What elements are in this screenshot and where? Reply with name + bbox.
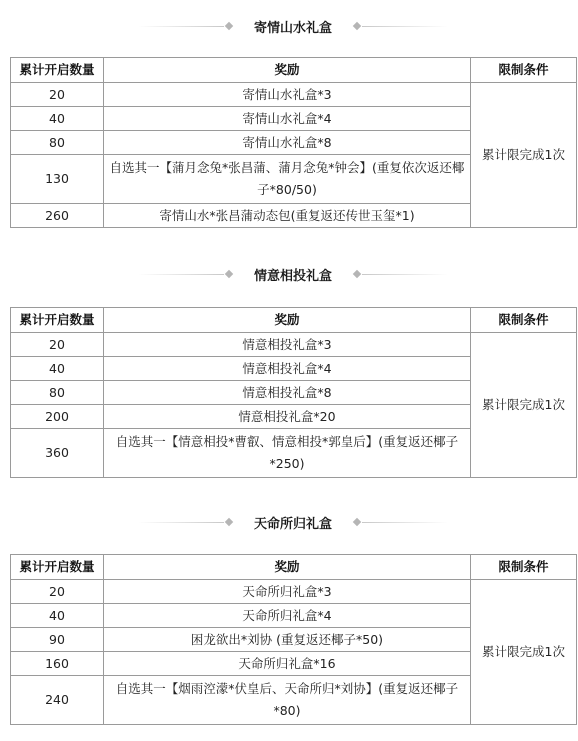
table-row — [11, 580, 577, 604]
reward-cell: 困龙欲出*刘协 (重复返还椰子*50) — [104, 628, 471, 652]
reward-table — [10, 554, 577, 725]
count-cell: 80 — [11, 131, 104, 155]
count-cell: 90 — [11, 628, 104, 652]
reward-cell: 寄情山水礼盒*8 — [104, 131, 471, 155]
count-cell: 20 — [11, 83, 104, 107]
header-count: 累计开启数量 — [11, 308, 104, 333]
count-cell: 40 — [11, 357, 104, 381]
reward-cell: 情意相投礼盒*4 — [104, 357, 471, 381]
table-row — [11, 83, 577, 107]
reward-cell: 天命所归礼盒*4 — [104, 604, 471, 628]
header-count: 累计开启数量 — [11, 58, 104, 83]
count-cell: 80 — [11, 381, 104, 405]
reward-cell: 寄情山水礼盒*4 — [104, 107, 471, 131]
count-cell: 20 — [11, 333, 104, 357]
title-ornament-left — [138, 20, 234, 32]
count-cell: 200 — [11, 405, 104, 429]
header-limit: 限制条件 — [471, 555, 577, 580]
reward-cell: 自选其一【情意相投*曹叡、情意相投*郭皇后】(重复返还椰子*250) — [104, 429, 471, 478]
limit-cell: 累计限完成1次 — [471, 83, 577, 228]
title-ornament-right — [352, 20, 448, 32]
section-title-bar — [10, 512, 576, 532]
reward-cell: 天命所归礼盒*3 — [104, 580, 471, 604]
count-cell: 240 — [11, 676, 104, 725]
header-limit: 限制条件 — [471, 308, 577, 333]
reward-cell: 寄情山水*张昌蒲动态包(重复返还传世玉玺*1) — [104, 204, 471, 228]
count-cell: 160 — [11, 652, 104, 676]
limit-cell: 累计限完成1次 — [471, 333, 577, 478]
title-ornament-right — [352, 516, 448, 528]
title-ornament-left — [138, 516, 234, 528]
header-row — [11, 555, 577, 580]
count-cell: 40 — [11, 604, 104, 628]
reward-cell: 情意相投礼盒*3 — [104, 333, 471, 357]
count-cell: 20 — [11, 580, 104, 604]
title-ornament-left — [138, 268, 234, 280]
reward-cell: 自选其一【蒲月念兔*张昌蒲、蒲月念兔*钟会】(重复依次返还椰子*80/50) — [104, 155, 471, 204]
header-row — [11, 58, 577, 83]
section-title-bar — [10, 16, 576, 36]
header-reward: 奖励 — [104, 555, 471, 580]
count-cell: 130 — [11, 155, 104, 204]
reward-cell: 天命所归礼盒*16 — [104, 652, 471, 676]
header-count: 累计开启数量 — [11, 555, 104, 580]
limit-cell: 累计限完成1次 — [471, 580, 577, 725]
section-title: 寄情山水礼盒 — [253, 20, 332, 36]
reward-cell: 情意相投礼盒*20 — [104, 405, 471, 429]
reward-table — [10, 307, 577, 478]
count-cell: 40 — [11, 107, 104, 131]
header-reward: 奖励 — [104, 308, 471, 333]
section-title: 情意相投礼盒 — [253, 268, 332, 284]
section-title-bar — [10, 264, 576, 284]
reward-cell: 自选其一【烟雨涳濛*伏皇后、天命所归*刘协】(重复返还椰子*80) — [104, 676, 471, 725]
header-reward: 奖励 — [104, 58, 471, 83]
reward-table — [10, 57, 577, 228]
table-row — [11, 333, 577, 357]
count-cell: 260 — [11, 204, 104, 228]
title-ornament-right — [352, 268, 448, 280]
header-row — [11, 308, 577, 333]
count-cell: 360 — [11, 429, 104, 478]
reward-cell: 寄情山水礼盒*3 — [104, 83, 471, 107]
header-limit: 限制条件 — [471, 58, 577, 83]
reward-cell: 情意相投礼盒*8 — [104, 381, 471, 405]
section-title: 天命所归礼盒 — [253, 516, 332, 532]
